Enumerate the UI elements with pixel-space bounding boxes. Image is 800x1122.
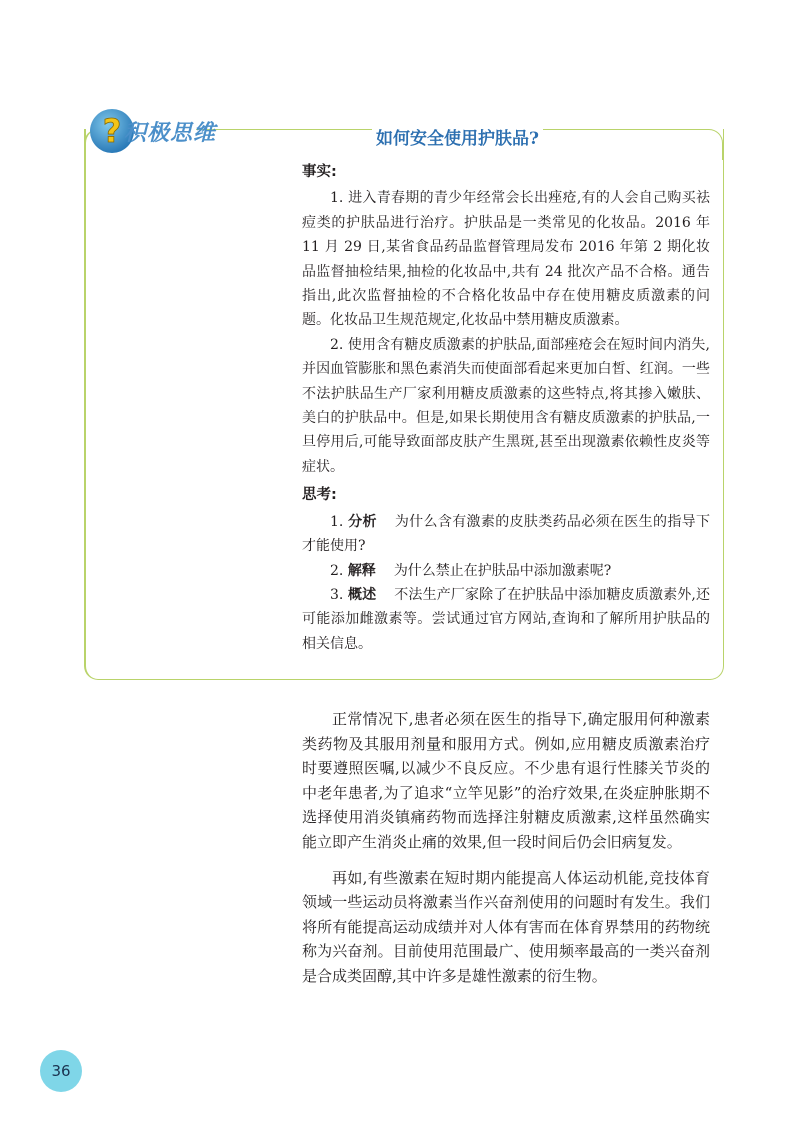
facts-heading: 事实:	[302, 164, 337, 180]
question-number: 3.	[330, 586, 344, 603]
question-number: 2.	[330, 562, 344, 579]
svg-text:?: ?	[102, 112, 122, 150]
question-text: 为什么禁止在护肤品中添加激素呢?	[393, 562, 612, 579]
fact-paragraph-1: 1. 进入青春期的青少年经常会长出痤疮,有的人会自己购买祛痘类的护肤品进行治疗。护肤品是一类常见的化妆品。2016 年 11 月 29 日,某省食品药品监督管理局发布 2016 年第 2 期化妆品监督抽检结果,抽检的化妆品中,共有 24 批次产品不合格。通告指出,此次监督抽检的不合格化妆品中存在使用糖皮质激素的问题。化妆品卫生规范规定,化妆品中禁用糖皮质激素。	[302, 190, 710, 329]
question-term: 解释	[347, 562, 376, 579]
question-text: 为什么含有激素的皮肤类药品必须在医生的指导下才能使用?	[302, 513, 711, 555]
question-text: 不法生产厂家除了在护肤品中添加糖皮质激素外,还可能添加雌激素等。尝试通过官方网站,查询和了解所用护肤品的相关信息。	[302, 586, 711, 652]
page-number: 36	[40, 1050, 82, 1092]
question-term: 概述	[347, 586, 377, 603]
question-2	[302, 559, 710, 583]
topic-title: 如何安全使用护肤品?	[372, 124, 543, 149]
question-number: 1.	[330, 513, 344, 530]
fact-paragraph-2: 2. 使用含有糖皮质激素的护肤品,面部痤疮会在短时间内消失,并因血管膨胀和黑色素消失而使面部看起来更加白皙、红润。一些不法护肤品生产厂家利用糖皮质激素的这些特点,将其掺入嫩肤、美白的护肤品中。但是,如果长期使用含有糖皮质激素的护肤品,一旦停用后,可能导致面部皮肤产生黑斑,甚至出现激素依赖性皮炎等症状。	[302, 336, 710, 475]
question-1	[302, 510, 710, 559]
body-paragraph-1: 正常情况下,患者必须在医生的指导下,确定服用何种激素类药物及其服用剂量和服用方式。例如,应用糖皮质激素治疗时要遵照医嘱,以减少不良反应。不少患有退行性膝关节炎的中老年患者,为了追求“立竿见影”的治疗效果,在炎症肿胀期不选择使用消炎镇痛药物而选择注射糖皮质激素,这样虽然确实能立即产生消炎止痛的效果,但一段时间后仍会旧病复发。	[302, 710, 710, 851]
thinking-box-content	[302, 156, 710, 656]
question-term: 分析	[348, 513, 377, 530]
think-heading: 思考:	[302, 487, 337, 504]
body-paragraph-2: 再如,有些激素在短时期内能提高人体运动机能,竞技体育领域一些运动员将激素当作兴奋剂使用的问题时有发生。我们将所有能提高运动成绩并对人体有害而在体育界禁用的药物统称为兴奋剂。目前使用范围最广、使用频率最高的一类兴奋剂是合成类固醇,其中许多是雄性激素的衍生物。	[302, 868, 710, 985]
question-3	[302, 583, 710, 656]
main-body-text	[302, 707, 710, 1000]
section-title: 积极思维	[124, 121, 217, 146]
